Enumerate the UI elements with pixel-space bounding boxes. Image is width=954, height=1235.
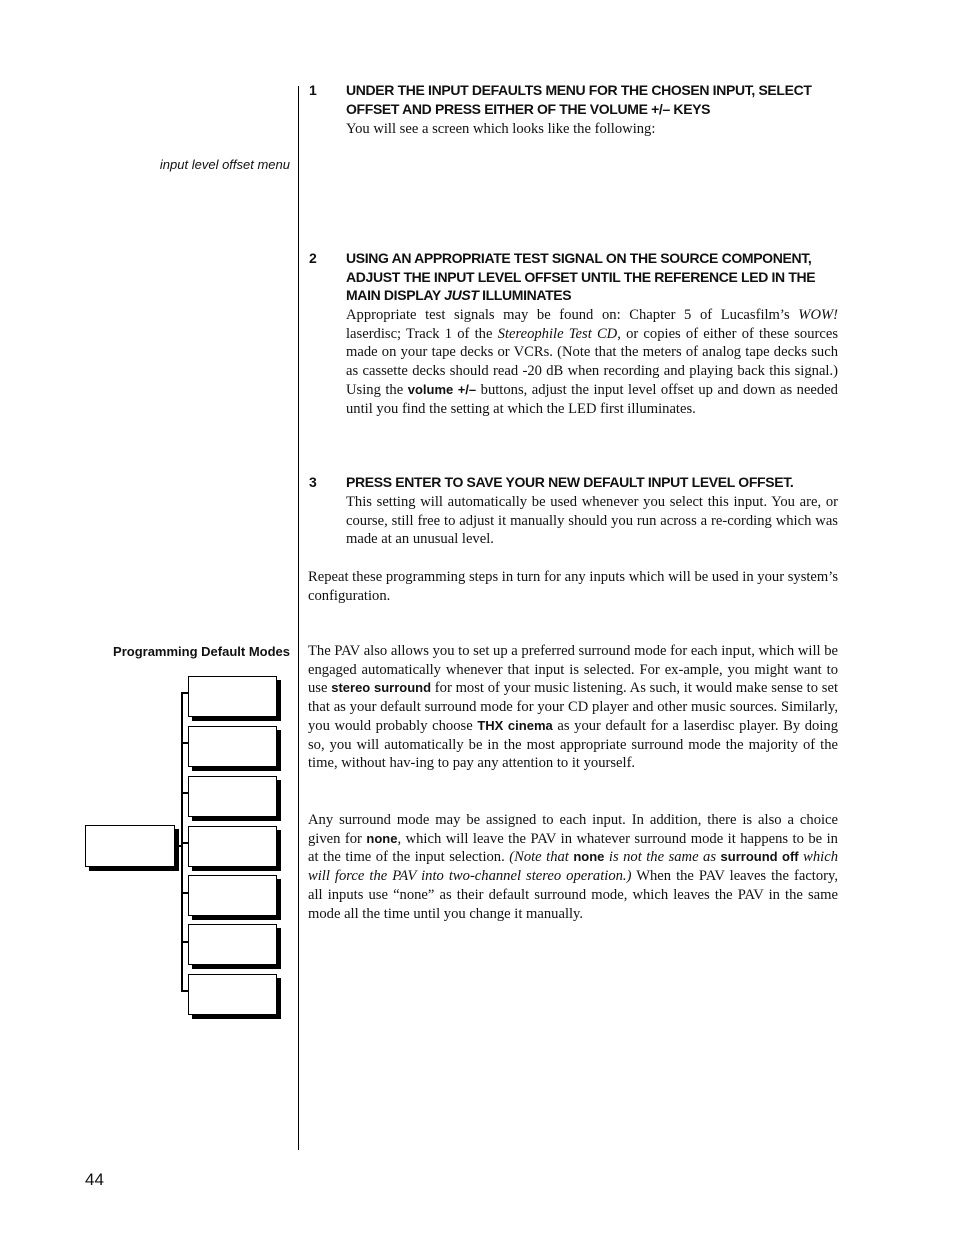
caption-offset-menu: input level offset menu bbox=[159, 157, 290, 172]
step-2-body-wow: WOW! bbox=[798, 307, 838, 323]
repeat-paragraph: Repeat these programming steps in turn for any inputs which will be used in your system’s configuration. bbox=[308, 569, 838, 604]
menu-option-box-2 bbox=[188, 726, 277, 767]
modes-text: , which will leave the PAV in whatever surround mode it happens to be in at the time of the input selection. bbox=[308, 830, 838, 866]
heading-programming-default-modes: Programming Default Modes bbox=[113, 644, 290, 659]
step-2-body-text: laserdisc; Track 1 of the bbox=[346, 325, 498, 342]
tree-branch bbox=[181, 990, 188, 992]
menu-option-box-4 bbox=[188, 826, 277, 867]
step-3-heading: PRESS ENTER TO SAVE YOUR NEW DEFAULT INPUT LEVEL OFFSET. bbox=[346, 474, 794, 490]
menu-option-box-7 bbox=[188, 974, 277, 1015]
modes-note: which will force the PAV into two-channel stereo operation.) bbox=[308, 849, 838, 885]
step-2-body-text: buttons, adjust the input level offset up and down as needed until you find the setting at which the LED first illuminates. bbox=[346, 381, 838, 417]
column-rule bbox=[298, 86, 299, 1150]
modes-text: Any surround mode may be assigned to each input. In addition, there is also a choice given for bbox=[308, 812, 838, 847]
tree-branch bbox=[181, 792, 188, 794]
step-2-heading-part-a: USING AN APPROPRIATE TEST SIGNAL ON THE SOURCE COMPONENT, ADJUST THE INPUT LEVEL OFFSET UNTIL THE REFERENCE LED IN THE MAIN DISPLAY bbox=[346, 250, 816, 304]
tree-branch bbox=[181, 941, 188, 943]
modes-note: (Note that bbox=[509, 849, 574, 866]
step-2-heading-part-b: ILLUMINATES bbox=[478, 287, 572, 304]
step-2-heading-emphasis: JUST bbox=[444, 287, 479, 304]
step-2-body-cd-title: Stereophile Test CD bbox=[497, 325, 618, 342]
step-1-body: You will see a screen which looks like the following: bbox=[346, 121, 656, 137]
menu-option-box-5 bbox=[188, 875, 277, 916]
step-1-heading: UNDER THE INPUT DEFAULTS MENU FOR THE CHOSEN INPUT, SELECT OFFSET AND PRESS EITHER OF THE VOLUME +/– KEYS bbox=[346, 82, 812, 117]
menu-option-box-1 bbox=[188, 676, 277, 717]
step-1-number: 1 bbox=[309, 82, 317, 98]
modes-text: When the PAV leaves the factory, all inputs use “none” as their default surround mode, which leaves the PAV in the same mode all the time until you change it manually. bbox=[308, 868, 839, 922]
default-modes-paragraph-1 bbox=[308, 642, 838, 773]
tree-branch bbox=[181, 742, 188, 744]
step-3-number: 3 bbox=[309, 474, 317, 490]
step-2-heading bbox=[346, 249, 838, 305]
default-modes-paragraph-2 bbox=[308, 811, 838, 923]
page-number: 44 bbox=[85, 1170, 104, 1189]
keyword-none: none bbox=[366, 830, 398, 846]
menu-root-box bbox=[85, 825, 175, 867]
step-2-number: 2 bbox=[309, 250, 317, 266]
keyword-surround-off: surround off bbox=[720, 849, 799, 865]
menu-option-box-3 bbox=[188, 776, 277, 817]
keyword-thx-cinema: THX cinema bbox=[477, 717, 553, 733]
keyword-none: none bbox=[573, 849, 605, 865]
step-2-body bbox=[346, 306, 838, 418]
keyword-stereo-surround: stereo surround bbox=[331, 680, 432, 696]
step-2-body-text: , or copies of either of these sources made on your tape decks or VCRs. (Note that the meters of analog tape decks such as cassette decks should read -20 dB when recording and playing back this signal.) Using the bbox=[346, 325, 838, 398]
menu-option-box-6 bbox=[188, 924, 277, 965]
modes-text: The PAV also allows you to set up a preferred surround mode for each input, which will be engaged automatically whenever that input is selected. For ex-ample, you might want to use bbox=[308, 643, 838, 697]
modes-note: is not the same as bbox=[604, 849, 721, 866]
modes-text: as your default for a laserdisc player. By doing so, you will automatically be in the most appropriate surround mode the majority of the time, without hav-ing to pay any attention to it yourself. bbox=[308, 717, 839, 772]
modes-text: for most of your music listening. As such, it would make sense to set that as your default surround mode for your CD player and other music sources. Similarly, you would probably choose bbox=[308, 680, 838, 734]
tree-branch bbox=[181, 892, 188, 894]
step-2-body-text: Appropriate test signals may be found on: Chapter 5 of Lucasfilm’s bbox=[346, 307, 799, 323]
tree-branch bbox=[181, 692, 188, 694]
step-2-body-keyword: volume +/– bbox=[407, 381, 477, 397]
tree-branch bbox=[181, 842, 188, 844]
step-3-body: This setting will automatically be used whenever you select this input. You are, or course, still free to adjust it manually should you run across a re-cording which was made at an unusual level. bbox=[346, 494, 838, 548]
